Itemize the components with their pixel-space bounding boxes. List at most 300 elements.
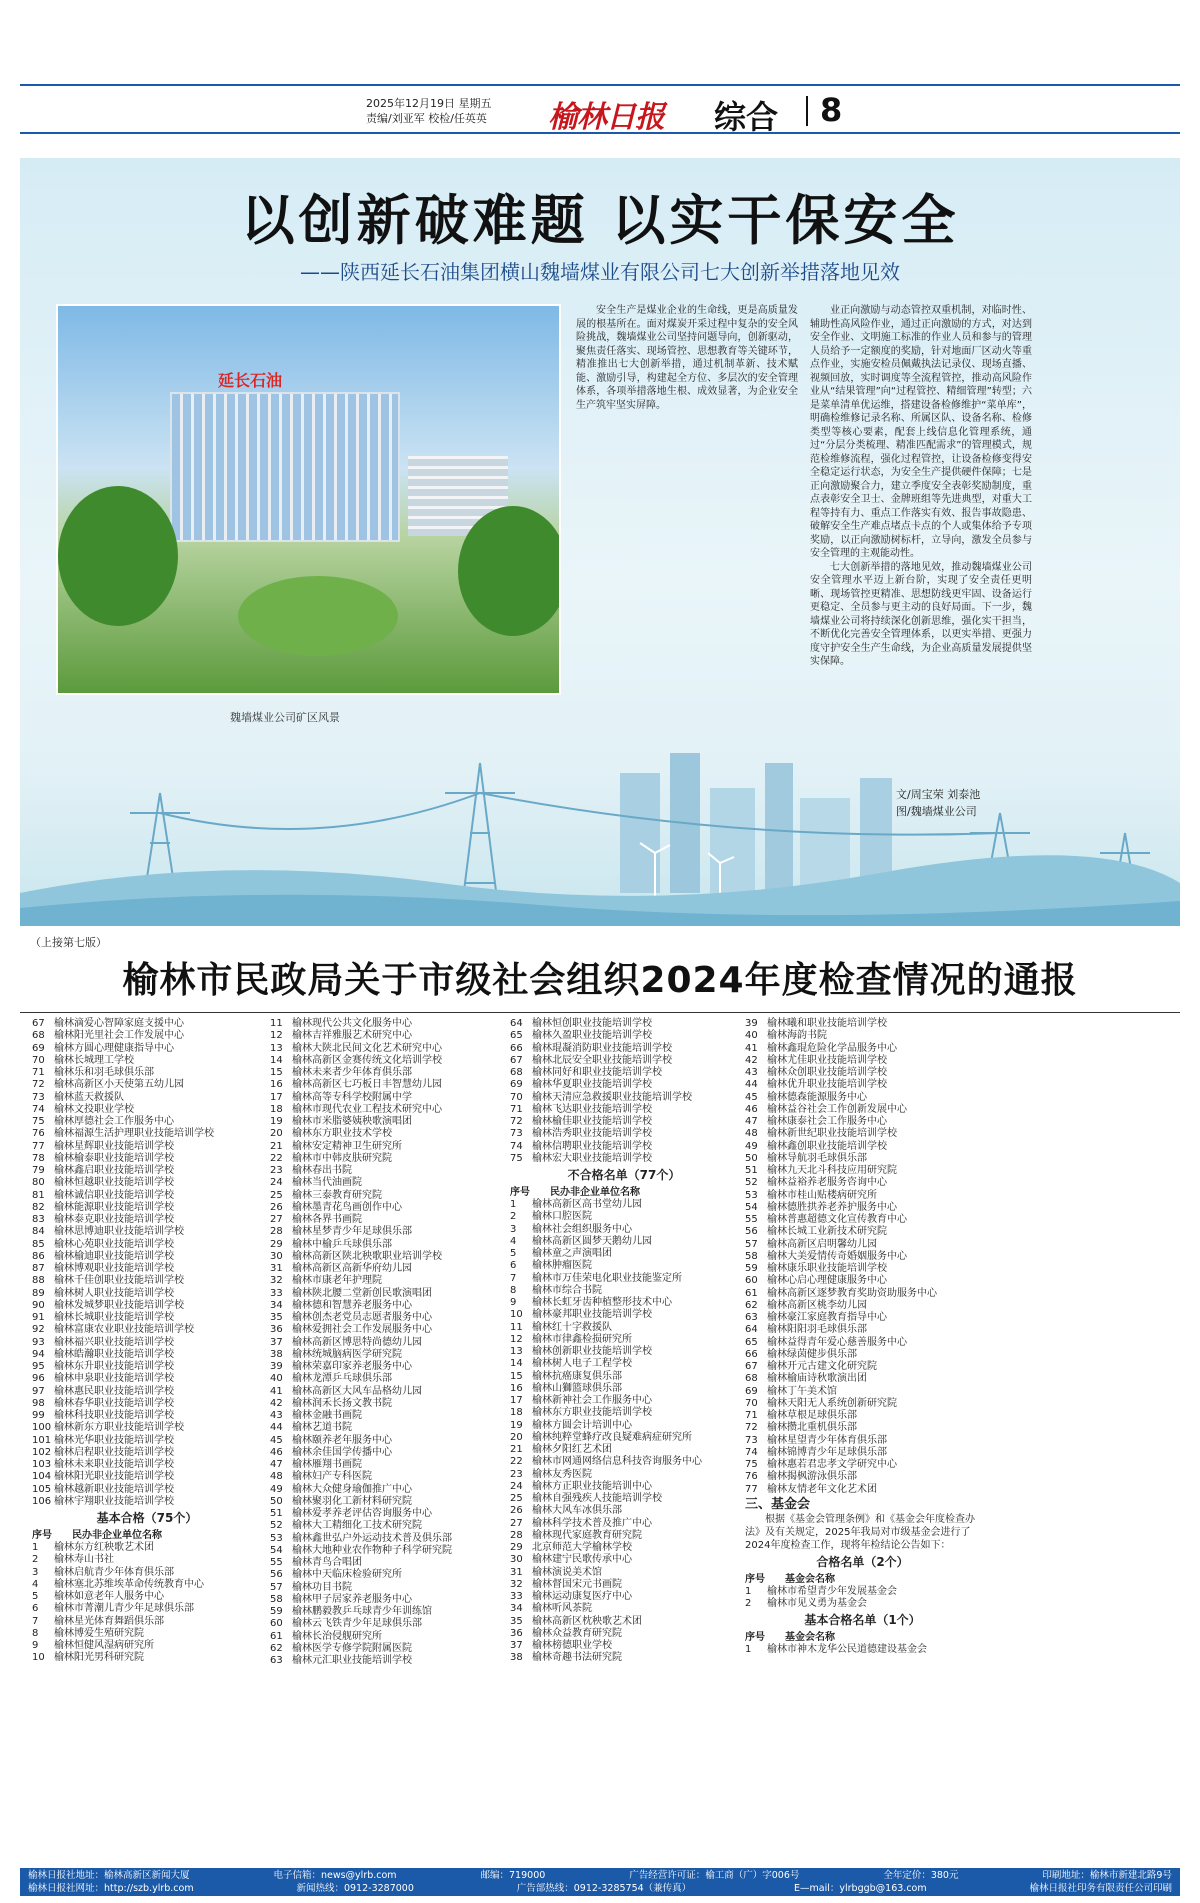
item-name: 榆林鑫创职业技能培训学校 xyxy=(767,1140,887,1152)
list-item xyxy=(510,1153,738,1165)
item-name: 榆林众创职业技能培训学校 xyxy=(767,1067,887,1078)
list-item xyxy=(745,1030,980,1042)
list-item xyxy=(510,1554,738,1566)
item-name: 榆林妇产专科医院 xyxy=(292,1471,372,1483)
item-number: 81 xyxy=(32,1189,45,1201)
item-number: 60 xyxy=(270,1618,283,1630)
item-number: 16 xyxy=(510,1382,523,1394)
list-item xyxy=(32,1459,262,1471)
column-header xyxy=(745,1573,980,1586)
item-number: 19 xyxy=(510,1419,523,1431)
item-number: 15 xyxy=(510,1370,523,1382)
item-number: 84 xyxy=(32,1226,45,1238)
item-number: 28 xyxy=(510,1529,523,1541)
item-number: 104 xyxy=(32,1471,52,1483)
list-item xyxy=(510,1616,738,1628)
item-name: 榆林市综合书院 xyxy=(532,1284,602,1296)
item-name: 榆林长城工业新技术研究院 xyxy=(767,1226,887,1238)
list-item xyxy=(510,1043,738,1055)
item-number: 48 xyxy=(745,1128,758,1140)
item-number: 106 xyxy=(32,1495,52,1507)
list-item xyxy=(270,1459,505,1471)
item-name: 榆林光华职业技能培训学校 xyxy=(54,1434,174,1446)
item-number: 82 xyxy=(32,1201,45,1213)
item-name: 榆林福源生活护理职业技能培训学校 xyxy=(54,1128,214,1140)
item-name: 榆林纯粹堂蜂疗改良疑难病症研究所 xyxy=(532,1431,692,1443)
item-name: 榆林中榆乒乓球俱乐部 xyxy=(292,1238,392,1250)
item-name: 榆林阳光里社会工作发展中心 xyxy=(54,1030,184,1042)
item-number: 5 xyxy=(510,1248,517,1259)
item-number: 1 xyxy=(32,1542,39,1553)
item-name: 榆林东方职业技术学校 xyxy=(292,1128,392,1140)
notice-title: 榆林市民政局关于市级社会组织2024年度检查情况的通报 xyxy=(122,960,1078,1001)
item-number: 88 xyxy=(32,1275,45,1287)
item-number: 6 xyxy=(510,1260,517,1272)
basic-heading: 基本合格（75个） xyxy=(96,1511,198,1525)
list-item xyxy=(270,1655,505,1667)
column-header xyxy=(510,1186,738,1199)
item-name: 榆林同好和职业技能培训学校 xyxy=(532,1067,662,1078)
item-name: 榆林锦博青少年足球俱乐部 xyxy=(767,1446,887,1458)
list-item xyxy=(32,1398,262,1410)
item-name: 榆林高新区大风车品格幼儿园 xyxy=(292,1385,422,1397)
item-number: 2 xyxy=(510,1211,517,1223)
list-item xyxy=(745,1386,980,1398)
article-column-2 xyxy=(810,304,1032,669)
footer-ad-email: E—mail：ylrbggb@163.com xyxy=(794,1883,927,1894)
list-item xyxy=(270,1104,505,1116)
item-number: 99 xyxy=(32,1410,45,1421)
header-name: 民办非企业单位名称 xyxy=(550,1187,640,1198)
item-number: 20 xyxy=(510,1431,523,1443)
item-number: 45 xyxy=(745,1091,758,1103)
item-number: 52 xyxy=(745,1177,758,1189)
item-number: 53 xyxy=(745,1189,758,1201)
item-number: 44 xyxy=(270,1422,283,1434)
list-item xyxy=(32,1603,262,1615)
list-item xyxy=(32,1104,262,1116)
item-number: 38 xyxy=(510,1652,523,1664)
item-name: 榆林市见义勇为基金会 xyxy=(767,1598,867,1609)
item-name: 榆林高新区枕秧歌艺术团 xyxy=(532,1615,642,1627)
item-number: 89 xyxy=(32,1287,45,1299)
item-name: 榆林方正职业技能培训中心 xyxy=(532,1480,652,1492)
item-name: 榆林运动康复医疗中心 xyxy=(532,1591,632,1602)
item-name: 榆林富康农业职业技能培训学校 xyxy=(54,1324,194,1336)
item-name: 榆林金融书画院 xyxy=(292,1410,362,1421)
item-number: 100 xyxy=(32,1422,52,1434)
list-item xyxy=(745,1190,980,1202)
item-name: 榆林东方红秧歌艺术团 xyxy=(54,1542,154,1553)
item-number: 90 xyxy=(32,1299,45,1311)
item-name: 榆林大风车冰俱乐部 xyxy=(532,1505,622,1517)
item-name: 榆林肿瘤医院 xyxy=(532,1260,592,1272)
article-paragraph: 七大创新举措的落地见效，推动魏墙煤业公司安全管理水平迈上新台阶，实现了安全责任更明晰、现场管控更精准、思想防线更牢固、设备运行更稳定、全员参与更主动的良好局面。下一步，魏墙煤业公司将持续深化创新思维，强化实干担当，不断优化完善安全管理体系，以更实举措、更强力度守护安全生产生命线，为企业高质量发展提供坚实保障。 xyxy=(810,561,1032,667)
list-item xyxy=(32,1616,262,1628)
section-name: 综合 xyxy=(714,98,779,136)
item-number: 43 xyxy=(270,1410,283,1421)
item-name: 榆林思博迪职业技能培训学校 xyxy=(54,1226,184,1238)
item-name: 榆林长城职业技能培训学校 xyxy=(54,1312,174,1323)
item-number: 77 xyxy=(745,1483,758,1495)
item-number: 66 xyxy=(510,1042,523,1054)
item-number: 12 xyxy=(510,1333,523,1345)
item-number: 22 xyxy=(270,1152,283,1164)
list-item xyxy=(32,1591,262,1603)
item-name: 榆林市中韩皮肤研究院 xyxy=(292,1152,392,1164)
list-item xyxy=(270,1435,505,1447)
item-number: 69 xyxy=(32,1042,45,1054)
item-number: 23 xyxy=(510,1468,523,1480)
item-number: 14 xyxy=(510,1358,523,1370)
item-name: 榆林飞达职业技能培训学校 xyxy=(532,1103,652,1115)
item-number: 4 xyxy=(32,1578,39,1590)
item-name: 榆林各界书画院 xyxy=(292,1214,362,1225)
item-name: 榆林创新职业技能培训学校 xyxy=(532,1346,652,1357)
list-item xyxy=(32,1043,262,1055)
item-name: 榆林吉祥雅服艺术研究中心 xyxy=(292,1030,412,1042)
item-number: 77 xyxy=(32,1140,45,1152)
item-name: 榆林督国宋元书画院 xyxy=(532,1578,622,1590)
item-name: 榆林自强残疾人技能培训学校 xyxy=(532,1493,662,1504)
item-name: 榆林大众健身瑜伽推广中心 xyxy=(292,1483,412,1495)
list-item xyxy=(745,1104,980,1116)
item-name: 榆林揭枫游泳俱乐部 xyxy=(767,1471,857,1483)
editors: 责编/刘亚军 校检/任英英 xyxy=(366,112,487,125)
item-name: 榆林蓝天救援队 xyxy=(54,1091,124,1103)
item-number: 64 xyxy=(510,1018,523,1029)
list-item xyxy=(32,1435,262,1447)
item-name: 榆林榜德职业学校 xyxy=(532,1640,612,1651)
item-name: 榆林高新区陕北秧歌职业培训学校 xyxy=(292,1250,442,1262)
list-item xyxy=(510,1346,738,1358)
list-item xyxy=(270,1361,505,1373)
item-name: 榆林市米脂婆姨秧歌演唱团 xyxy=(292,1116,412,1127)
item-name: 榆林九天北斗科技应用研究院 xyxy=(767,1165,897,1176)
item-number: 67 xyxy=(32,1018,45,1029)
list-item xyxy=(270,1643,505,1655)
item-name: 榆林申泉职业技能培训学校 xyxy=(54,1373,174,1385)
list-item xyxy=(270,1300,505,1312)
title-rule xyxy=(20,1012,1180,1013)
footer-license: 广告经营许可证：榆工商（广）字006号 xyxy=(629,1870,800,1881)
item-name: 榆林东升职业技能培训学校 xyxy=(54,1361,174,1372)
list-item xyxy=(32,1202,262,1214)
list-item xyxy=(270,1410,505,1422)
item-name: 榆林现代家庭教育研究院 xyxy=(532,1529,642,1541)
list-item xyxy=(32,1324,262,1336)
list-item xyxy=(32,1288,262,1300)
byline-photo: 图/魏墙煤业公司 xyxy=(896,805,977,818)
item-name: 榆林安定精神卫生研究所 xyxy=(292,1140,402,1152)
item-name: 榆林中天临床检验研究所 xyxy=(292,1569,402,1581)
footer-email: 电子信箱：news@ylrb.com xyxy=(273,1870,397,1881)
byline xyxy=(896,786,980,820)
item-name: 榆林墨青花鸟画创作中心 xyxy=(292,1201,402,1213)
item-number: 26 xyxy=(510,1505,523,1517)
item-name: 榆林市网通网络信息科技咨询服务中心 xyxy=(532,1456,702,1468)
list-item xyxy=(270,1545,505,1557)
item-number: 12 xyxy=(270,1030,283,1042)
list-item xyxy=(510,1309,738,1321)
item-name: 榆林艺道书院 xyxy=(292,1422,352,1434)
item-number: 42 xyxy=(745,1054,758,1066)
list-item xyxy=(270,1324,505,1336)
item-number: 51 xyxy=(270,1508,283,1519)
issue-date: 2025年12月19日 星期五 xyxy=(366,97,492,110)
item-name: 榆林普惠超德文化宣传教育中心 xyxy=(767,1214,907,1225)
item-number: 31 xyxy=(270,1263,283,1274)
list-item xyxy=(32,1018,262,1030)
list-item xyxy=(32,1484,262,1496)
item-number: 5 xyxy=(32,1591,39,1602)
list-item xyxy=(745,1288,980,1300)
item-name: 榆林康乐职业技能培训学校 xyxy=(767,1263,887,1274)
list-item xyxy=(270,1496,505,1508)
item-number: 56 xyxy=(270,1569,283,1581)
item-name: 榆林红十字救援队 xyxy=(532,1321,612,1333)
list-item xyxy=(32,1067,262,1079)
list-item xyxy=(270,1079,505,1091)
list-item xyxy=(745,1398,980,1410)
item-number: 57 xyxy=(745,1238,758,1250)
list-item xyxy=(270,1557,505,1569)
item-name: 榆林建宁民歌传承中心 xyxy=(532,1554,632,1566)
list-item xyxy=(270,1226,505,1238)
list-item xyxy=(32,1153,262,1165)
item-number: 98 xyxy=(32,1397,45,1409)
list-item xyxy=(270,1190,505,1202)
list-item xyxy=(32,1116,262,1128)
feature-article xyxy=(20,158,1180,926)
item-number: 10 xyxy=(510,1309,523,1321)
list-item xyxy=(270,1349,505,1361)
list-item xyxy=(510,1420,738,1432)
item-number: 70 xyxy=(745,1397,758,1409)
header-name: 基金会名称 xyxy=(785,1632,835,1644)
list-item xyxy=(745,1422,980,1434)
list-item xyxy=(32,1361,262,1373)
item-name: 榆林惠若君忠孝文学研究中心 xyxy=(767,1459,897,1470)
list-item xyxy=(32,1567,262,1579)
list-item xyxy=(32,1312,262,1324)
item-number: 17 xyxy=(270,1091,283,1103)
item-name: 榆林龙潭乒乓球俱乐部 xyxy=(292,1373,392,1385)
list-item xyxy=(745,1018,980,1030)
item-number: 16 xyxy=(270,1079,283,1091)
item-name: 榆林市康老年护理院 xyxy=(292,1275,382,1287)
item-number: 69 xyxy=(510,1079,523,1091)
item-number: 51 xyxy=(745,1165,758,1176)
item-name: 榆林博爱生殖研究院 xyxy=(54,1627,144,1639)
item-number: 94 xyxy=(32,1348,45,1360)
item-number: 48 xyxy=(270,1471,283,1483)
list-item xyxy=(510,1030,738,1042)
item-name: 榆林华夏职业技能培训学校 xyxy=(532,1079,652,1091)
item-number: 66 xyxy=(745,1348,758,1360)
item-number: 34 xyxy=(270,1299,283,1311)
item-number: 50 xyxy=(270,1495,283,1507)
item-name: 榆林余佳国学传播中心 xyxy=(292,1446,392,1458)
item-number: 102 xyxy=(32,1446,52,1458)
list-item xyxy=(745,1116,980,1128)
list-item xyxy=(510,1371,738,1383)
list-item xyxy=(745,1128,980,1140)
masthead-divider xyxy=(806,96,808,126)
item-name: 榆林元汇职业技能培训学校 xyxy=(292,1655,412,1666)
list-item xyxy=(510,1104,738,1116)
list-item xyxy=(270,1165,505,1177)
item-name: 榆林夕阳红艺术团 xyxy=(532,1444,612,1455)
item-number: 45 xyxy=(270,1434,283,1446)
item-name: 榆林医学专修学院附属医院 xyxy=(292,1642,412,1654)
item-name: 榆林市万佳荣电化职业技能鉴定所 xyxy=(532,1272,682,1284)
item-number: 75 xyxy=(510,1152,523,1164)
item-number: 76 xyxy=(745,1471,758,1483)
header-no: 序号 xyxy=(510,1187,530,1198)
item-name: 榆林诚信职业技能培训学校 xyxy=(54,1189,174,1201)
item-number: 101 xyxy=(32,1434,52,1446)
item-name: 榆林豪邦职业技能培训学校 xyxy=(532,1309,652,1321)
list-item xyxy=(32,1447,262,1459)
masthead xyxy=(20,84,1180,134)
item-name: 榆林雁翔书画院 xyxy=(292,1459,362,1470)
item-number: 68 xyxy=(510,1067,523,1078)
item-number: 25 xyxy=(270,1189,283,1201)
item-name: 榆林宏大职业技能培训学校 xyxy=(532,1152,652,1164)
item-number: 52 xyxy=(270,1520,283,1532)
item-number: 4 xyxy=(510,1235,517,1247)
list-item xyxy=(270,1618,505,1630)
item-number: 56 xyxy=(745,1226,758,1238)
item-name: 榆林尤佳职业技能培训学校 xyxy=(767,1054,887,1066)
item-name: 榆林塞北苏维埃革命传统教育中心 xyxy=(54,1578,204,1590)
masthead-meta xyxy=(366,96,492,126)
list-item xyxy=(270,1386,505,1398)
item-name: 榆林厚德社会工作服务中心 xyxy=(54,1116,174,1127)
item-number: 38 xyxy=(270,1348,283,1360)
list-item xyxy=(270,1202,505,1214)
item-number: 62 xyxy=(270,1642,283,1654)
list-item xyxy=(510,1248,738,1260)
list-item xyxy=(745,1251,980,1263)
item-name: 榆林统城脑病医学研究院 xyxy=(292,1348,402,1360)
item-number: 2 xyxy=(745,1598,752,1609)
item-number: 53 xyxy=(270,1532,283,1544)
item-number: 9 xyxy=(510,1297,517,1308)
item-name: 榆林鑫琨危险化学品服务中心 xyxy=(767,1042,897,1054)
item-name: 榆林丁午美术馆 xyxy=(767,1385,837,1397)
list-item xyxy=(745,1153,980,1165)
list-item xyxy=(270,1582,505,1594)
item-number: 44 xyxy=(745,1079,758,1091)
building-sign: 延长石油 xyxy=(218,371,283,390)
item-name: 榆林导航羽毛球俱乐部 xyxy=(767,1152,867,1164)
list-item xyxy=(745,1275,980,1287)
item-name: 榆林大工精细化工技术研究院 xyxy=(292,1520,422,1532)
list-column-2 xyxy=(270,1018,505,1667)
item-number: 80 xyxy=(32,1177,45,1189)
list-item xyxy=(32,1177,262,1189)
list-item xyxy=(510,1444,738,1456)
list-item xyxy=(32,1079,262,1091)
list-item xyxy=(270,1128,505,1140)
item-number: 41 xyxy=(270,1385,283,1397)
fund-basic-heading: 基本合格名单（1个） xyxy=(804,1613,921,1628)
item-name: 榆林高新区七巧板日丰智慧幼儿园 xyxy=(292,1079,442,1091)
item-name: 榆林高新区高新华府幼儿园 xyxy=(292,1263,412,1274)
item-number: 96 xyxy=(32,1373,45,1385)
item-number: 46 xyxy=(745,1103,758,1115)
item-name: 榆林天清应急救援职业技能培训学校 xyxy=(532,1091,692,1103)
item-name: 榆林大美爱情传奇婚姻服务中心 xyxy=(767,1250,907,1262)
list-item xyxy=(270,1275,505,1287)
item-number: 54 xyxy=(745,1201,758,1213)
list-item xyxy=(32,1300,262,1312)
list-item xyxy=(510,1297,738,1309)
list-item xyxy=(745,1484,980,1496)
item-name: 榆林高新区小天使第五幼儿园 xyxy=(54,1079,184,1091)
item-name: 榆林高等专科学校附属中学 xyxy=(292,1091,412,1103)
item-name: 榆林高新区金赛传统文化培训学校 xyxy=(292,1054,442,1066)
list-item xyxy=(32,1471,262,1483)
item-number: 73 xyxy=(510,1128,523,1140)
item-name: 榆林高新区高书堂幼儿园 xyxy=(532,1199,642,1210)
list-item xyxy=(32,1349,262,1361)
footer-printer: 榆林日报社印务有限责任公司印刷 xyxy=(1029,1883,1172,1894)
list-item xyxy=(32,1496,262,1508)
item-name: 榆林益谷社会工作创新发展中心 xyxy=(767,1103,907,1115)
item-number: 60 xyxy=(745,1275,758,1287)
item-name: 榆林高新区桃李幼儿园 xyxy=(767,1299,867,1311)
item-number: 3 xyxy=(32,1566,39,1578)
item-name: 榆林开元古建文化研究院 xyxy=(767,1361,877,1372)
item-name: 榆林未来职业技能培训学校 xyxy=(54,1459,174,1470)
list-item xyxy=(32,1141,262,1153)
list-item xyxy=(510,1518,738,1530)
item-name: 榆林长虹牙齿种植整形技术中心 xyxy=(532,1297,672,1308)
list-item xyxy=(510,1395,738,1407)
item-name: 榆林信聘职业技能培训学校 xyxy=(532,1140,652,1152)
item-number: 37 xyxy=(270,1336,283,1348)
item-name: 榆林浩秀职业技能培训学校 xyxy=(532,1128,652,1140)
tree xyxy=(238,576,398,656)
item-number: 70 xyxy=(510,1091,523,1103)
list-item xyxy=(32,1030,262,1042)
item-name: 北京师范大学榆林学校 xyxy=(532,1542,632,1553)
list-item xyxy=(510,1530,738,1542)
item-number: 68 xyxy=(32,1030,45,1042)
item-name: 榆林社会组织服务中心 xyxy=(532,1223,632,1235)
item-name: 榆林润禾长扬文教书院 xyxy=(292,1397,392,1409)
list-item xyxy=(510,1640,738,1652)
item-name: 榆林高新区启明馨幼儿园 xyxy=(767,1238,877,1250)
feature-title: 以创新破难题 以实干保安全 xyxy=(240,188,960,252)
item-number: 29 xyxy=(270,1238,283,1250)
item-number: 63 xyxy=(745,1312,758,1323)
list-item xyxy=(745,1459,980,1471)
item-number: 79 xyxy=(32,1165,45,1176)
item-name: 榆林方圆心理健康指导中心 xyxy=(54,1042,174,1054)
item-number: 1 xyxy=(745,1585,752,1597)
tree xyxy=(458,506,561,636)
list-item xyxy=(510,1260,738,1272)
item-number: 76 xyxy=(32,1128,45,1140)
item-number: 39 xyxy=(270,1361,283,1372)
list-item xyxy=(32,1055,262,1067)
list-item xyxy=(510,1456,738,1468)
list-item xyxy=(745,1239,980,1251)
